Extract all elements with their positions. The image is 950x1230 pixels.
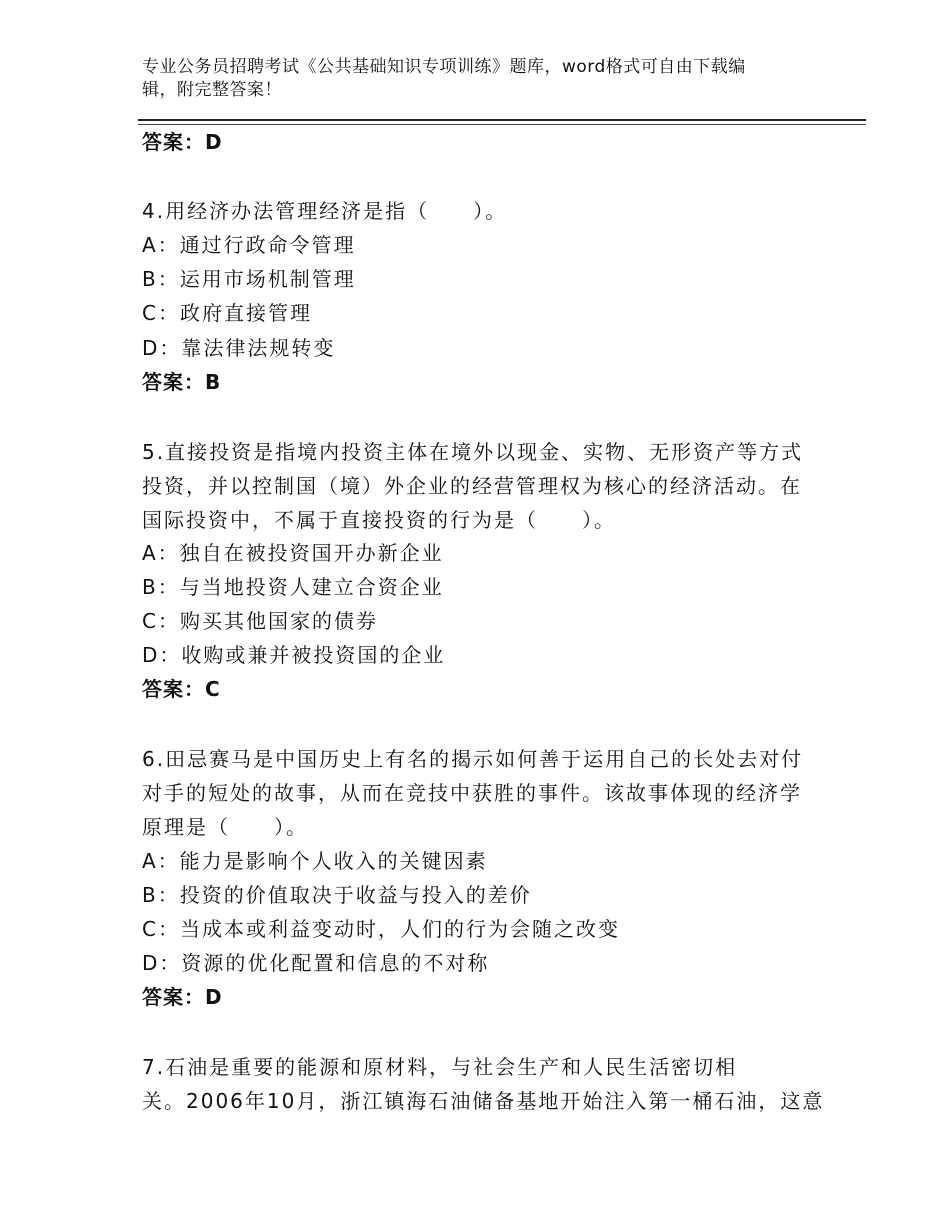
q5-stem-line-1: 5.直接投资是指境内投资主体在境外以现金、实物、无形资产等方式: [142, 440, 804, 464]
q4-option-d: D：靠法律法规转变: [142, 336, 336, 360]
q5-stem-line-2: 投资，并以控制国（境）外企业的经营管理权为核心的经济活动。在: [142, 474, 802, 498]
q6-stem-line-1: 6.田忌赛马是中国历史上有名的揭示如何善于运用自己的长处去对付: [142, 747, 804, 771]
q5-stem-line-3: 国际投资中，不属于直接投资的行为是（ ）。: [142, 508, 616, 532]
q5-option-d: D：收购或兼并被投资国的企业: [142, 643, 446, 667]
q4-answer: 答案：B: [142, 370, 222, 394]
header-line-1: 专业公务员招聘考试《公共基础知识专项训练》题库，word格式可自由下载编: [142, 57, 746, 77]
q6-stem-line-3: 原理是（ ）。: [142, 815, 308, 839]
q6-option-d: D：资源的优化配置和信息的不对称: [142, 951, 490, 975]
q6-option-b: B：投资的价值取决于收益与投入的差价: [142, 883, 532, 907]
header-divider-thick: [138, 119, 866, 121]
q4-stem: 4.用经济办法管理经济是指（ ）。: [142, 199, 508, 223]
q7-stem-line-2: 关。2006年10月，浙江镇海石油储备基地开始注入第一桶石油，这意: [142, 1089, 825, 1113]
header-line-2: 辑，附完整答案！: [142, 80, 282, 100]
q6-answer: 答案：D: [142, 985, 223, 1009]
q6-option-a: A：能力是影响个人收入的关键因素: [142, 849, 488, 873]
q6-option-c: C：当成本或利益变动时，人们的行为会随之改变: [142, 917, 620, 941]
q5-option-c: C：购买其他国家的债券: [142, 609, 378, 633]
q4-option-c: C：政府直接管理: [142, 301, 312, 325]
header-divider-thin: [138, 124, 866, 125]
q5-option-a: A：独自在被投资国开办新企业: [142, 541, 444, 565]
q4-option-a: A：通过行政命令管理: [142, 233, 356, 257]
q4-option-b: B：运用市场机制管理: [142, 267, 356, 291]
q5-answer: 答案：C: [142, 677, 221, 701]
page-header: [142, 56, 822, 102]
q5-option-b: B：与当地投资人建立合资企业: [142, 575, 444, 599]
q6-stem-line-2: 对手的短处的故事，从而在竞技中获胜的事件。该故事体现的经济学: [142, 781, 802, 805]
q3-answer: 答案：D: [142, 130, 223, 154]
q7-stem-line-1: 7.石油是重要的能源和原材料，与社会生产和人民生活密切相: [142, 1055, 738, 1079]
